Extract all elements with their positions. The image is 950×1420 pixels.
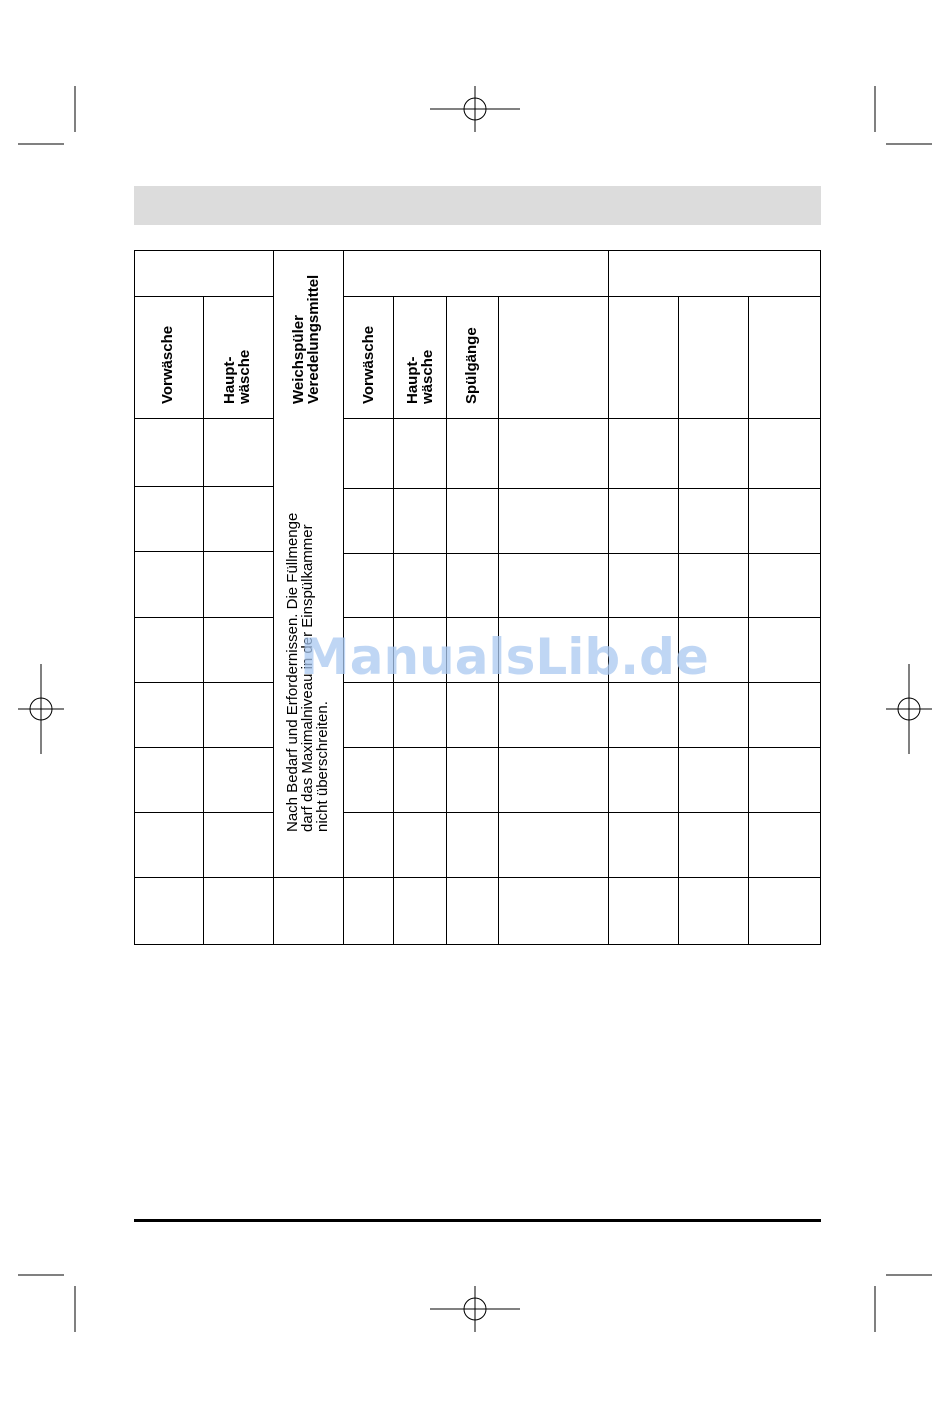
watermark: ManualsLib.de (300, 628, 709, 686)
note-line-1: Nach Bedarf und Erfordernissen. Die Füllmenge (284, 512, 301, 832)
header-hauptwaesche-1-line2: wäsche (236, 349, 253, 404)
header-hauptwaesche-1-line1: Haupt- (221, 356, 238, 404)
note-line-2: darf das Maximalniveau in der Einspülkammer (299, 524, 316, 832)
footer-rule (134, 1219, 821, 1222)
note-line-3: nicht überschreiten. (314, 701, 331, 832)
header-weichspueler-line2: Veredelungsmittel (305, 274, 322, 404)
header-weichspueler-line1: Weichspüler (290, 315, 307, 404)
header-hauptwaesche-2-line2: wäsche (419, 349, 436, 404)
header-vorwaesche-2: Vorwäsche (360, 325, 377, 404)
header-hauptwaesche-2-line1: Haupt- (404, 356, 421, 404)
header-spuelgaenge: Spülgänge (463, 327, 480, 404)
header-vorwaesche-1: Vorwäsche (159, 325, 176, 404)
